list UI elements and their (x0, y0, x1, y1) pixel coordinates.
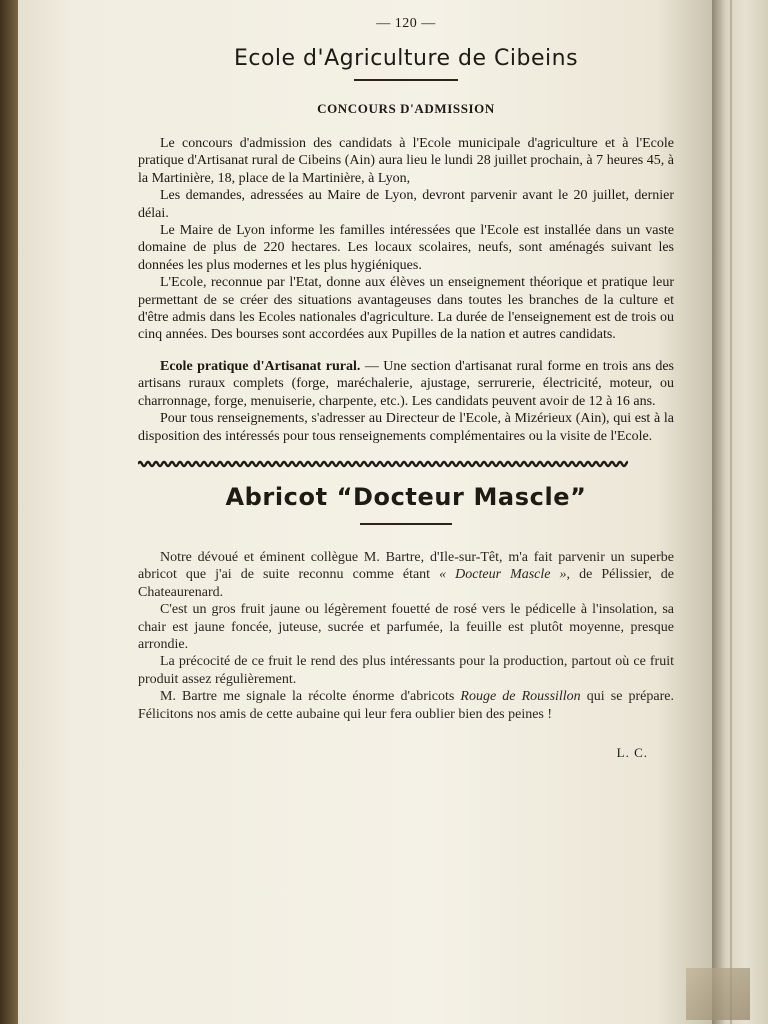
page-number: — 120 — (376, 16, 436, 31)
text-run: , de Pélissier, de Chateaurenard. (138, 567, 674, 600)
artisanat-lead: Ecole pratique d'Artisanat rural. (160, 358, 361, 374)
text-run: Notre dévoué et éminent collègue M. Bartre, d'Ile-sur-Têt, m'a fait parvenir un superbe abricot que j'ai de suite reconnu comme étant (138, 549, 674, 583)
artisanat-paragraph (138, 358, 674, 410)
signature: L. C. (616, 744, 648, 760)
article1-paragraph: Le Maire de Lyon informe les familles intéressées que l'Ecole est installée dans un vaste domaine de plus de 220 hectares. Les locaux scolaires, neufs, sont aménagés suivant les données les plus modernes et les plus hygiéniques. (138, 223, 674, 273)
article2-title: Abricot “Docteur Mascle” (225, 482, 587, 511)
article1-paragraph: L'Ecole, reconnue par l'Etat, donne aux élèves un enseignement théorique et pratique leur permettant de se créer des situations avantageuses dans toutes les branches de la culture et d'être admis dans les Ecoles nationales d'agriculture. La durée de l'enseignement est de trois ou cinq années. Des bourses sont accordées aux Pupilles de la nation et autres candidats. (138, 275, 674, 343)
article1-title: Ecole d'Agriculture de Cibeins (233, 46, 579, 71)
article1-subtitle: CONCOURS D'ADMISSION (317, 101, 495, 116)
article1-paragraph: Le concours d'admission des candidats à l'Ecole municipale d'agriculture et à l'Ecole pratique d'Artisanat rural de Cibeins (Ain) aura lieu le lundi 28 juillet prochain, à 7 heures 45, à la Martinière, 18, place de la Martinière, à Lyon, (138, 136, 674, 186)
article1-closing: Pour tous renseignements, s'adresser au Directeur de l'Ecole, à Mizérieux (Ain), qui est à la disposition des intéressés pour tous renseignements complémentaires ou la visite de l'Ecole. (138, 411, 674, 444)
page-content (138, 14, 674, 761)
facing-page-edge (712, 0, 768, 1024)
article2-paragraph (138, 549, 674, 601)
artisanat-text: — Une section d'artisanat rural forme en trois ans des artisans ruraux complets (forge, maréchalerie, ajustage, serrurerie, électricité, moteur, ou charronnage, forge, menuiserie, charpente, etc.). Les candidats peuvent avoir de 12 à 16 ans. (138, 358, 675, 409)
article2-paragraph: C'est un gros fruit jaune ou légèrement fouetté de rosé vers le pédicelle à l'insolation, sa chair est jaune foncée, juteuse, sucrée et parfumée, la feuille est plutôt moyenne, presque arrondie. (138, 602, 674, 652)
variety-name: « Docteur Mascle » (439, 567, 567, 583)
text-run: qui se prépare. Félicitons nos amis de cette aubaine qui leur fera oublier bien des peines ! (138, 689, 674, 722)
title-underline (354, 79, 458, 81)
title-underline (360, 523, 452, 525)
corner-thumbnail (686, 968, 750, 1020)
text-run: M. Bartre me signale la récolte énorme d'abricots (160, 689, 461, 705)
article2 (138, 483, 674, 761)
article2-paragraph: La précocité de ce fruit le rend des plus intéressants pour la production, partout où ce fruit produit assez régulièrement. (138, 654, 674, 687)
variety-name: Rouge de Roussillon (460, 689, 581, 705)
book-page (18, 0, 712, 1024)
wavy-divider (138, 459, 674, 469)
book-spine-edge (0, 0, 18, 1024)
article1-paragraph: Les demandes, adressées au Maire de Lyon, devront parvenir avant le 20 juillet, dernier délai. (138, 188, 674, 221)
article2-paragraph (138, 688, 674, 723)
